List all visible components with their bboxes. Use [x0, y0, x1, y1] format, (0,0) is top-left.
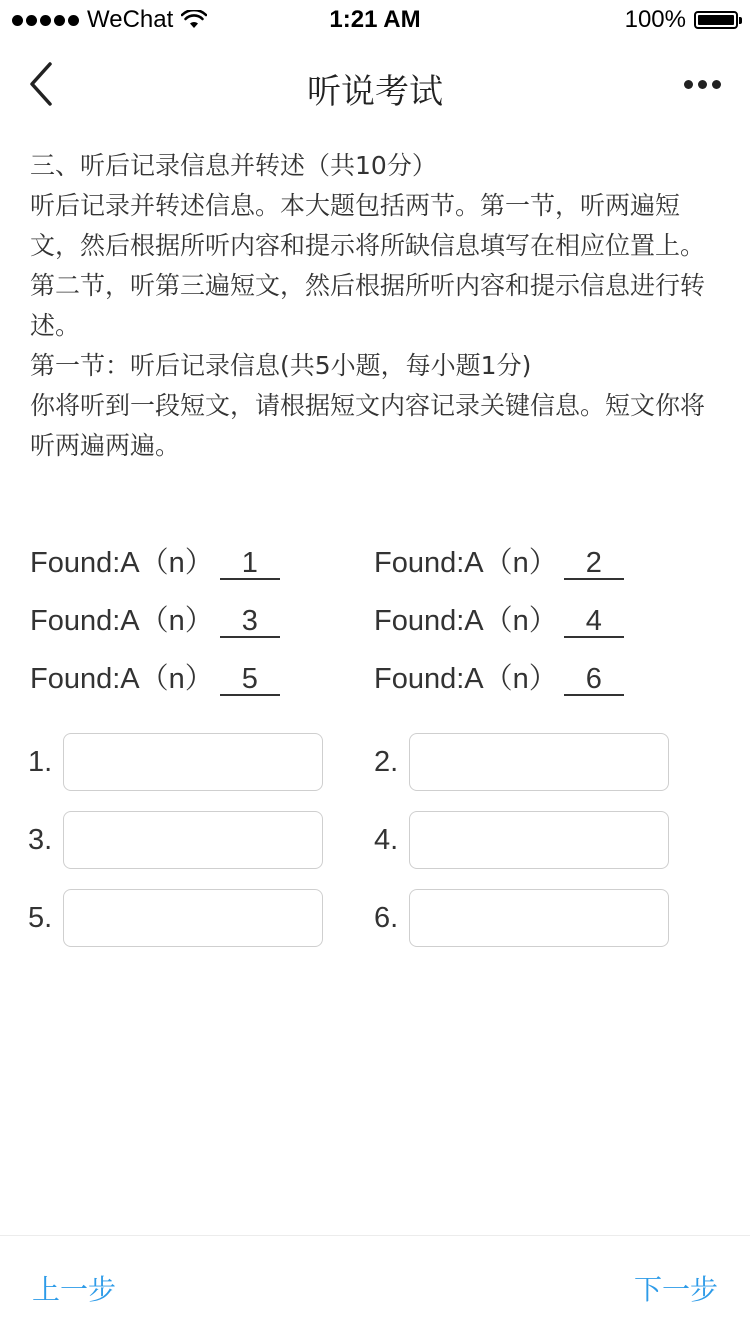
answer-item	[374, 733, 669, 791]
answer-input-6[interactable]	[409, 889, 669, 947]
answer-row	[28, 733, 728, 811]
found-row	[30, 540, 720, 598]
answer-row	[28, 889, 728, 967]
answer-number: 4.	[374, 823, 399, 856]
answer-input-5[interactable]	[63, 889, 323, 947]
answer-number: 6.	[374, 901, 399, 934]
bottom-bar	[0, 1235, 750, 1334]
blank-number: 6	[564, 664, 624, 696]
blank-number: 3	[220, 606, 280, 638]
answer-input-3[interactable]	[63, 811, 323, 869]
part-description: 你将听到一段短文，请根据短文内容记录关键信息。短文你将听两遍两遍。	[30, 391, 706, 460]
section-description: 听后记录并转述信息。本大题包括两节。第一节，听两遍短文，然后根据所听内容和提示将所缺信息填写在相应位置上。第二节，听第三遍短文，然后根据所听内容和提示信息进行转述。	[30, 191, 706, 340]
answer-number: 3.	[28, 823, 53, 856]
status-time: 1:21 AM	[329, 6, 421, 33]
section-title: 三、听后记录信息并转述（共10分）	[30, 151, 437, 180]
answer-number: 1.	[28, 745, 53, 778]
found-prefix: Found:A（n）	[374, 605, 558, 637]
answer-input-1[interactable]	[63, 733, 323, 791]
found-item	[30, 656, 280, 697]
found-prefix: Found:A（n）	[30, 605, 214, 637]
nav-bar	[0, 40, 750, 128]
found-prefix: Found:A（n）	[374, 547, 558, 579]
found-item	[374, 540, 624, 581]
carrier-name: WeChat	[87, 6, 174, 33]
found-item	[374, 656, 624, 697]
page-title: 听说考试	[307, 72, 443, 112]
found-row	[30, 598, 720, 656]
status-right	[625, 6, 738, 34]
answer-number: 5.	[28, 901, 53, 934]
found-item	[30, 540, 280, 581]
answer-grid	[28, 733, 728, 967]
battery-percent: 100%	[624, 6, 686, 33]
found-prefix: Found:A（n）	[30, 663, 214, 695]
answer-input-2[interactable]	[409, 733, 669, 791]
blank-number: 2	[564, 548, 624, 580]
more-dots-icon[interactable]	[684, 74, 724, 94]
found-blanks	[30, 540, 720, 714]
answer-item	[28, 811, 323, 869]
answer-item	[28, 889, 323, 947]
found-item	[374, 598, 624, 639]
answer-item	[374, 889, 669, 947]
blank-number: 5	[220, 664, 280, 696]
answer-item	[374, 811, 669, 869]
answer-input-4[interactable]	[409, 811, 669, 869]
found-prefix: Found:A（n）	[30, 547, 214, 579]
status-bar	[0, 0, 750, 40]
answer-number: 2.	[374, 745, 399, 778]
answer-row	[28, 811, 728, 889]
prev-step-button[interactable]: 上一步	[32, 1273, 117, 1306]
found-row	[30, 656, 720, 714]
found-prefix: Found:A（n）	[374, 663, 558, 695]
blank-number: 1	[220, 548, 280, 580]
instructions	[30, 146, 720, 466]
next-step-button[interactable]: 下一步	[633, 1273, 718, 1306]
found-item	[30, 598, 280, 639]
blank-number: 4	[564, 606, 624, 638]
answer-item	[28, 733, 323, 791]
battery-icon	[694, 11, 738, 29]
part-title: 第一节：听后记录信息(共5小题，每小题1分)	[30, 351, 532, 380]
